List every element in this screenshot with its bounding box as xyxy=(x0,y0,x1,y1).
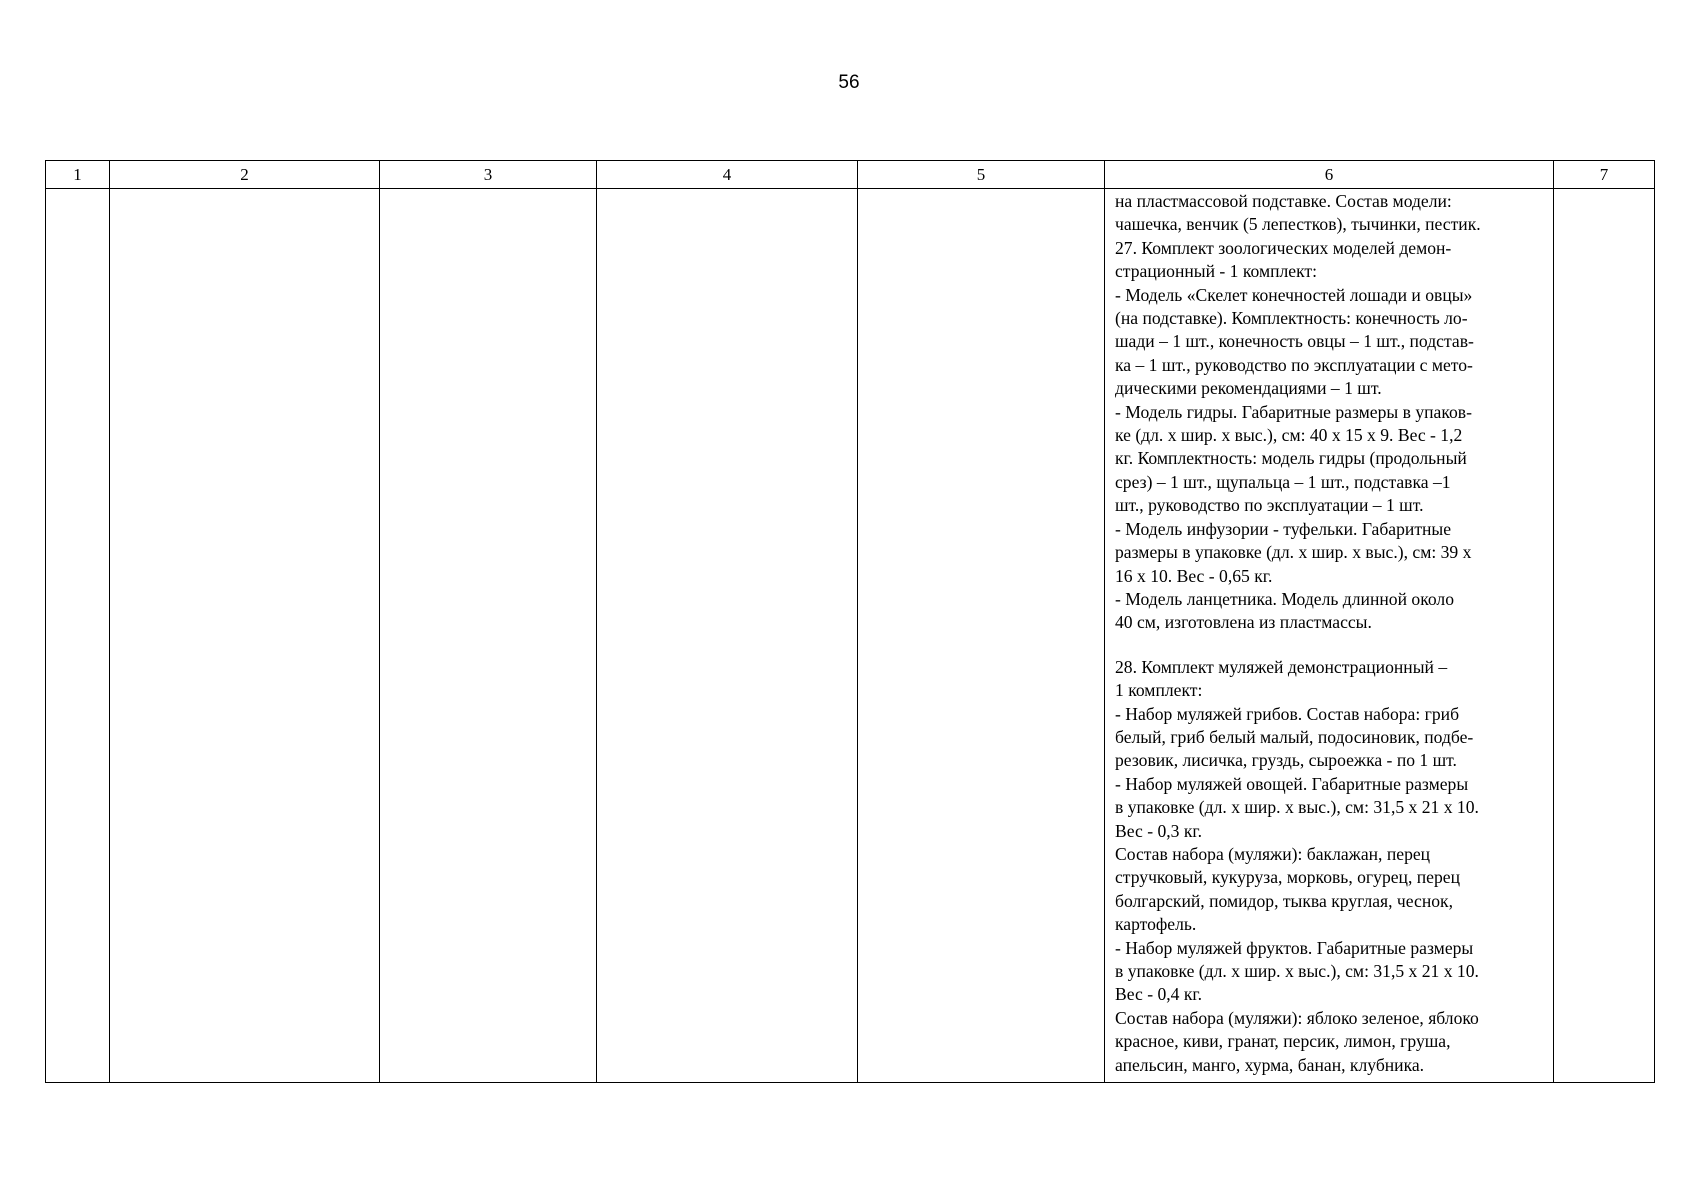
description-line: Вес - 0,3 кг. xyxy=(1115,820,1203,841)
cell-col-6-description xyxy=(1105,189,1554,1083)
description-line: - Модель «Скелет конечностей лошади и овцы» xyxy=(1115,284,1473,305)
specification-table xyxy=(45,160,1655,1083)
description-line: дическими рекомендациями – 1 шт. xyxy=(1115,378,1382,399)
table-header-row xyxy=(46,161,1655,189)
description-line: Состав набора (муляжи): яблоко зеленое, яблоко xyxy=(1115,1007,1479,1028)
description-line: стручковый, кукуруза, морковь, огурец, перец xyxy=(1115,867,1461,888)
description-line: Состав набора (муляжи): баклажан, перец xyxy=(1115,843,1431,864)
description-line: болгарский, помидор, тыква круглая, чеснок, xyxy=(1115,890,1453,911)
description-line: 28. Комплект муляжей демонстрационный – xyxy=(1115,656,1448,677)
cell-col-3 xyxy=(380,189,597,1083)
description-line: - Набор муляжей овощей. Габаритные размеры xyxy=(1115,773,1469,794)
column-header-1: 1 xyxy=(46,161,110,189)
column-header-4: 4 xyxy=(597,161,858,189)
description-line: в упаковке (дл. х шир. х выс.), см: 31,5 х 21 х 10. xyxy=(1115,961,1479,981)
description-line: шади – 1 шт., конечность овцы – 1 шт., подстав- xyxy=(1115,331,1474,352)
cell-col-1 xyxy=(46,189,110,1083)
cell-col-4 xyxy=(597,189,858,1083)
description-line: белый, гриб белый малый, подосиновик, подбе- xyxy=(1115,726,1474,747)
description-line: апельсин, манго, хурма, банан, клубника. xyxy=(1115,1054,1425,1075)
description-line: ка – 1 шт., руководство по эксплуатации с мето- xyxy=(1115,354,1473,375)
description-line: размеры в упаковке (дл. х шир. х выс.), см: 39 х xyxy=(1115,542,1472,563)
description-line: 27. Комплект зоологических моделей демон- xyxy=(1115,237,1452,258)
description-line: в упаковке (дл. х шир. х выс.), см: 31,5 х 21 х 10. xyxy=(1115,797,1479,818)
description-line: резовик, лисичка, груздь, сыроежка - по 1 шт. xyxy=(1115,750,1457,771)
description-line: 1 комплект: xyxy=(1115,680,1203,701)
paragraph-spacer xyxy=(1115,635,1551,656)
description-line: 40 см, изготовлена из пластмассы. xyxy=(1115,612,1372,633)
description-line: (на подставке). Комплектность: конечность ло- xyxy=(1115,308,1468,329)
column-header-2: 2 xyxy=(110,161,380,189)
description-line: - Набор муляжей фруктов. Габаритные размеры xyxy=(1115,937,1474,958)
description-line: 16 х 10. Вес - 0,65 кг. xyxy=(1115,565,1273,586)
description-line: срез) – 1 шт., щупальца – 1 шт., подставка –1 xyxy=(1115,471,1451,492)
column-header-7: 7 xyxy=(1554,161,1655,189)
equipment-description-text xyxy=(1105,189,1553,1077)
description-line: картофель. xyxy=(1115,914,1197,935)
page-number: 56 xyxy=(838,72,860,93)
cell-col-2 xyxy=(110,189,380,1083)
column-header-5: 5 xyxy=(858,161,1105,189)
table-row xyxy=(46,189,1655,1083)
cell-col-7 xyxy=(1554,189,1655,1083)
description-line: чашечка, венчик (5 лепестков), тычинки, пестик. xyxy=(1115,214,1481,235)
description-line: ке (дл. х шир. х выс.), см: 40 х 15 х 9. Вес - 1,2 xyxy=(1115,425,1463,446)
description-line: Вес - 0,4 кг. xyxy=(1115,984,1203,1005)
cell-col-5 xyxy=(858,189,1105,1083)
description-line: страционный - 1 комплект: xyxy=(1115,261,1318,282)
description-line: - Модель ланцетника. Модель длинной около xyxy=(1115,588,1454,609)
column-header-6: 6 xyxy=(1105,161,1554,189)
description-line: на пластмассовой подставке. Состав модели: xyxy=(1115,191,1452,211)
column-header-3: 3 xyxy=(380,161,597,189)
description-line: - Модель инфузории - туфельки. Габаритные xyxy=(1115,518,1452,539)
description-line: красное, киви, гранат, персик, лимон, груша, xyxy=(1115,1031,1451,1052)
description-line: - Набор муляжей грибов. Состав набора: гриб xyxy=(1115,703,1460,724)
description-line: шт., руководство по эксплуатации – 1 шт. xyxy=(1115,495,1424,516)
description-line: кг. Комплектность: модель гидры (продольный xyxy=(1115,448,1467,469)
description-line: - Модель гидры. Габаритные размеры в упаков- xyxy=(1115,401,1472,422)
